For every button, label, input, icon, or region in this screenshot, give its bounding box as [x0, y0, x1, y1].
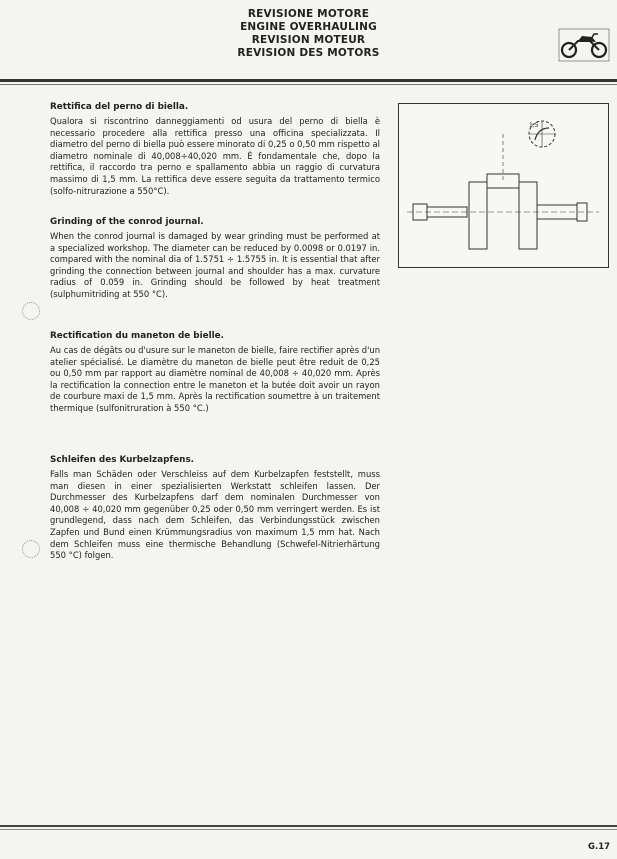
- section-french: [50, 330, 380, 415]
- section-title: Rettifica del perno di biella.: [50, 102, 189, 112]
- top-rule: [0, 79, 617, 82]
- section-body: Au cas de dégâts ou d'usure sur le maneton de bielle, faire rectifier après d'un atelier spécialisé. Le diamètre du maneton de bielle peut être reduit de 0,25 ou 0,50 mm par rapport au diamètre nominal de 40,008 ÷ 40,020 mm. Après la rectification la connection entre le maneton et la butée doit avoir un rayon de courbure maxi de 1,5 mm. Après la rectification soumettre à un traitement thermique (sulfonitruration à 550 °C.): [50, 345, 380, 413]
- section-body: When the conrod journal is damaged by wear grinding must be performed at a specialized workshop. The diameter can be reduced by 0.0098 or 0.0197 in. compared with the nominal dia of 1.5751 ÷ 1.5755 in. It is essential that after grinding the connection between journal and shoulder has a max. curvature radius of 0.059 in. Grinding should be followed by heat treatment (sulphurnitriding at 550 °C).: [50, 231, 380, 299]
- margin-stamp: [22, 540, 40, 558]
- crankshaft-drawing: [399, 104, 608, 267]
- top-rule-thin: [0, 84, 617, 85]
- section-body: Falls man Schäden oder Verschleiss auf dem Kurbelzapfen feststellt, muss man diesen in einer spezialisierten Werkstatt schleifen lassen. Der Durchmesser des Kurbelzapfens darf dem nominalen Durchmesser von 40,008 ÷ 40,020 mm gegenüber 0,25 oder 0,50 mm verringert werden. Es ist grundlegend, dass nach dem Schleifen, das Verbindungsstück zwischen Zapfen und Bund einen Krümmungsradius von maximum 1,5 mm hat. Nach dem Schleifen muss eine thermische Behandlung (Schwefel-Nitrierhärtung 550 °C) folgen.: [50, 469, 380, 561]
- page-header: [0, 8, 617, 60]
- header-line-de: REVISION DES MOTORS: [237, 47, 380, 59]
- section-title: Schleifen des Kurbelzapfens.: [50, 455, 195, 465]
- page-number: G.17: [588, 842, 611, 852]
- bottom-rule-thin: [0, 829, 617, 830]
- margin-stamp: [22, 302, 40, 320]
- header-line-fr: REVISION MOTEUR: [251, 34, 366, 46]
- header-line-it: REVISIONE MOTORE: [247, 8, 370, 20]
- bottom-rule: [0, 825, 617, 827]
- detail-radius-label: 1,5: [529, 122, 539, 129]
- section-title: Grinding of the conrod journal.: [50, 217, 204, 227]
- section-german: [50, 454, 380, 562]
- crankshaft-figure: [398, 103, 609, 268]
- section-title: Rectification du maneton de bielle.: [50, 331, 224, 341]
- section-english: [50, 216, 380, 301]
- header-line-en: ENGINE OVERHAULING: [240, 21, 377, 33]
- section-body: Qualora si riscontrino danneggiamenti od usura del perno di biella è necessario procedere alla rettifica presso una officina specializzata. Il diametro del perno di biella può essere minorato di 0,25 o 0,50 mm rispetto al diametro nominale di 40,008÷40,020 mm. È fondamentale che, dopo la rettifica, il raccordo tra perno e spallamento abbia un raggio di curvatura massimo di 1,5 mm. La rettifica deve essere seguita da trattamento termico (solfo-nitrurazione a 550°C).: [50, 116, 380, 196]
- motorcycle-icon: [558, 28, 610, 62]
- section-italian: [50, 101, 380, 197]
